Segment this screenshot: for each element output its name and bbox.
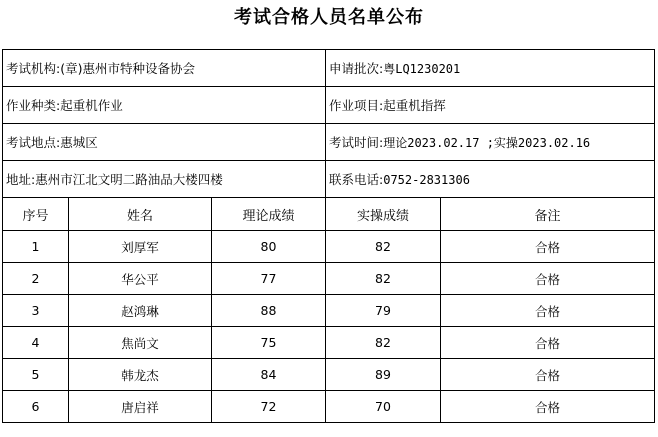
- category-value: 起重机作业: [60, 98, 123, 113]
- location-cell: [3, 124, 326, 161]
- cell-theory-score: 72: [212, 391, 326, 423]
- location-label: 考试地点:: [6, 135, 61, 150]
- info-row-category: [3, 87, 655, 124]
- cell-name: 赵鸿琳: [69, 295, 212, 327]
- cell-name: 焦尚文: [69, 327, 212, 359]
- batch-cell: [326, 50, 655, 87]
- exam-time-value: 理论2023.02.17 ;实操2023.02.16: [383, 136, 591, 150]
- cell-no: 3: [3, 295, 69, 327]
- cell-name: 韩龙杰: [69, 359, 212, 391]
- cell-theory-score: 88: [212, 295, 326, 327]
- item-value: 起重机指挥: [383, 98, 446, 113]
- address-cell: [3, 161, 326, 198]
- cell-no: 5: [3, 359, 69, 391]
- phone-cell: [326, 161, 655, 198]
- cell-name: 唐启祥: [69, 391, 212, 423]
- page-title: 考试合格人员名单公布: [234, 7, 424, 28]
- exam-org-label: 考试机构:: [6, 61, 61, 76]
- cell-practice-score: 82: [326, 231, 441, 263]
- column-header-name: 姓名: [69, 198, 212, 231]
- table-row: [3, 295, 655, 327]
- table-row: [3, 231, 655, 263]
- table-row: [3, 263, 655, 295]
- item-label: 作业项目:: [329, 98, 384, 113]
- cell-no: 2: [3, 263, 69, 295]
- exam-org-value: (章)惠州市特种设备协会: [60, 61, 195, 76]
- phone-label: 联系电话:: [329, 172, 384, 187]
- category-label: 作业种类:: [6, 98, 61, 113]
- table-row: [3, 391, 655, 423]
- table-header-row: [3, 198, 655, 231]
- exam-org-cell: [3, 50, 326, 87]
- exam-time-cell: [326, 124, 655, 161]
- batch-label: 申请批次:: [329, 61, 384, 76]
- cell-no: 1: [3, 231, 69, 263]
- info-row-org: [3, 50, 655, 87]
- item-cell: [326, 87, 655, 124]
- cell-theory-score: 80: [212, 231, 326, 263]
- cell-theory-score: 84: [212, 359, 326, 391]
- address-label: 地址:: [6, 172, 36, 187]
- cell-practice-score: 82: [326, 263, 441, 295]
- phone-value: 0752-2831306: [383, 173, 470, 187]
- column-header-remark: 备注: [441, 198, 655, 231]
- cell-no: 6: [3, 391, 69, 423]
- location-value: 惠城区: [60, 135, 98, 150]
- column-header-practice: 实操成绩: [326, 198, 441, 231]
- candidate-table: [2, 49, 655, 423]
- cell-remark: 合格: [441, 231, 655, 263]
- cell-remark: 合格: [441, 391, 655, 423]
- cell-theory-score: 75: [212, 327, 326, 359]
- cell-remark: 合格: [441, 327, 655, 359]
- column-header-no: 序号: [3, 198, 69, 231]
- cell-no: 4: [3, 327, 69, 359]
- batch-value: 粤LQ1230201: [383, 62, 461, 76]
- cell-name: 华公平: [69, 263, 212, 295]
- category-cell: [3, 87, 326, 124]
- cell-name: 刘厚军: [69, 231, 212, 263]
- table-row: [3, 327, 655, 359]
- cell-practice-score: 82: [326, 327, 441, 359]
- info-row-location: [3, 124, 655, 161]
- cell-practice-score: 89: [326, 359, 441, 391]
- cell-remark: 合格: [441, 263, 655, 295]
- cell-practice-score: 79: [326, 295, 441, 327]
- cell-remark: 合格: [441, 295, 655, 327]
- column-header-theory: 理论成绩: [212, 198, 326, 231]
- info-row-address: [3, 161, 655, 198]
- cell-theory-score: 77: [212, 263, 326, 295]
- cell-remark: 合格: [441, 359, 655, 391]
- exam-time-label: 考试时间:: [329, 135, 384, 150]
- cell-practice-score: 70: [326, 391, 441, 423]
- table-row: [3, 359, 655, 391]
- address-value: 惠州市江北文明二路油品大楼四楼: [35, 172, 223, 187]
